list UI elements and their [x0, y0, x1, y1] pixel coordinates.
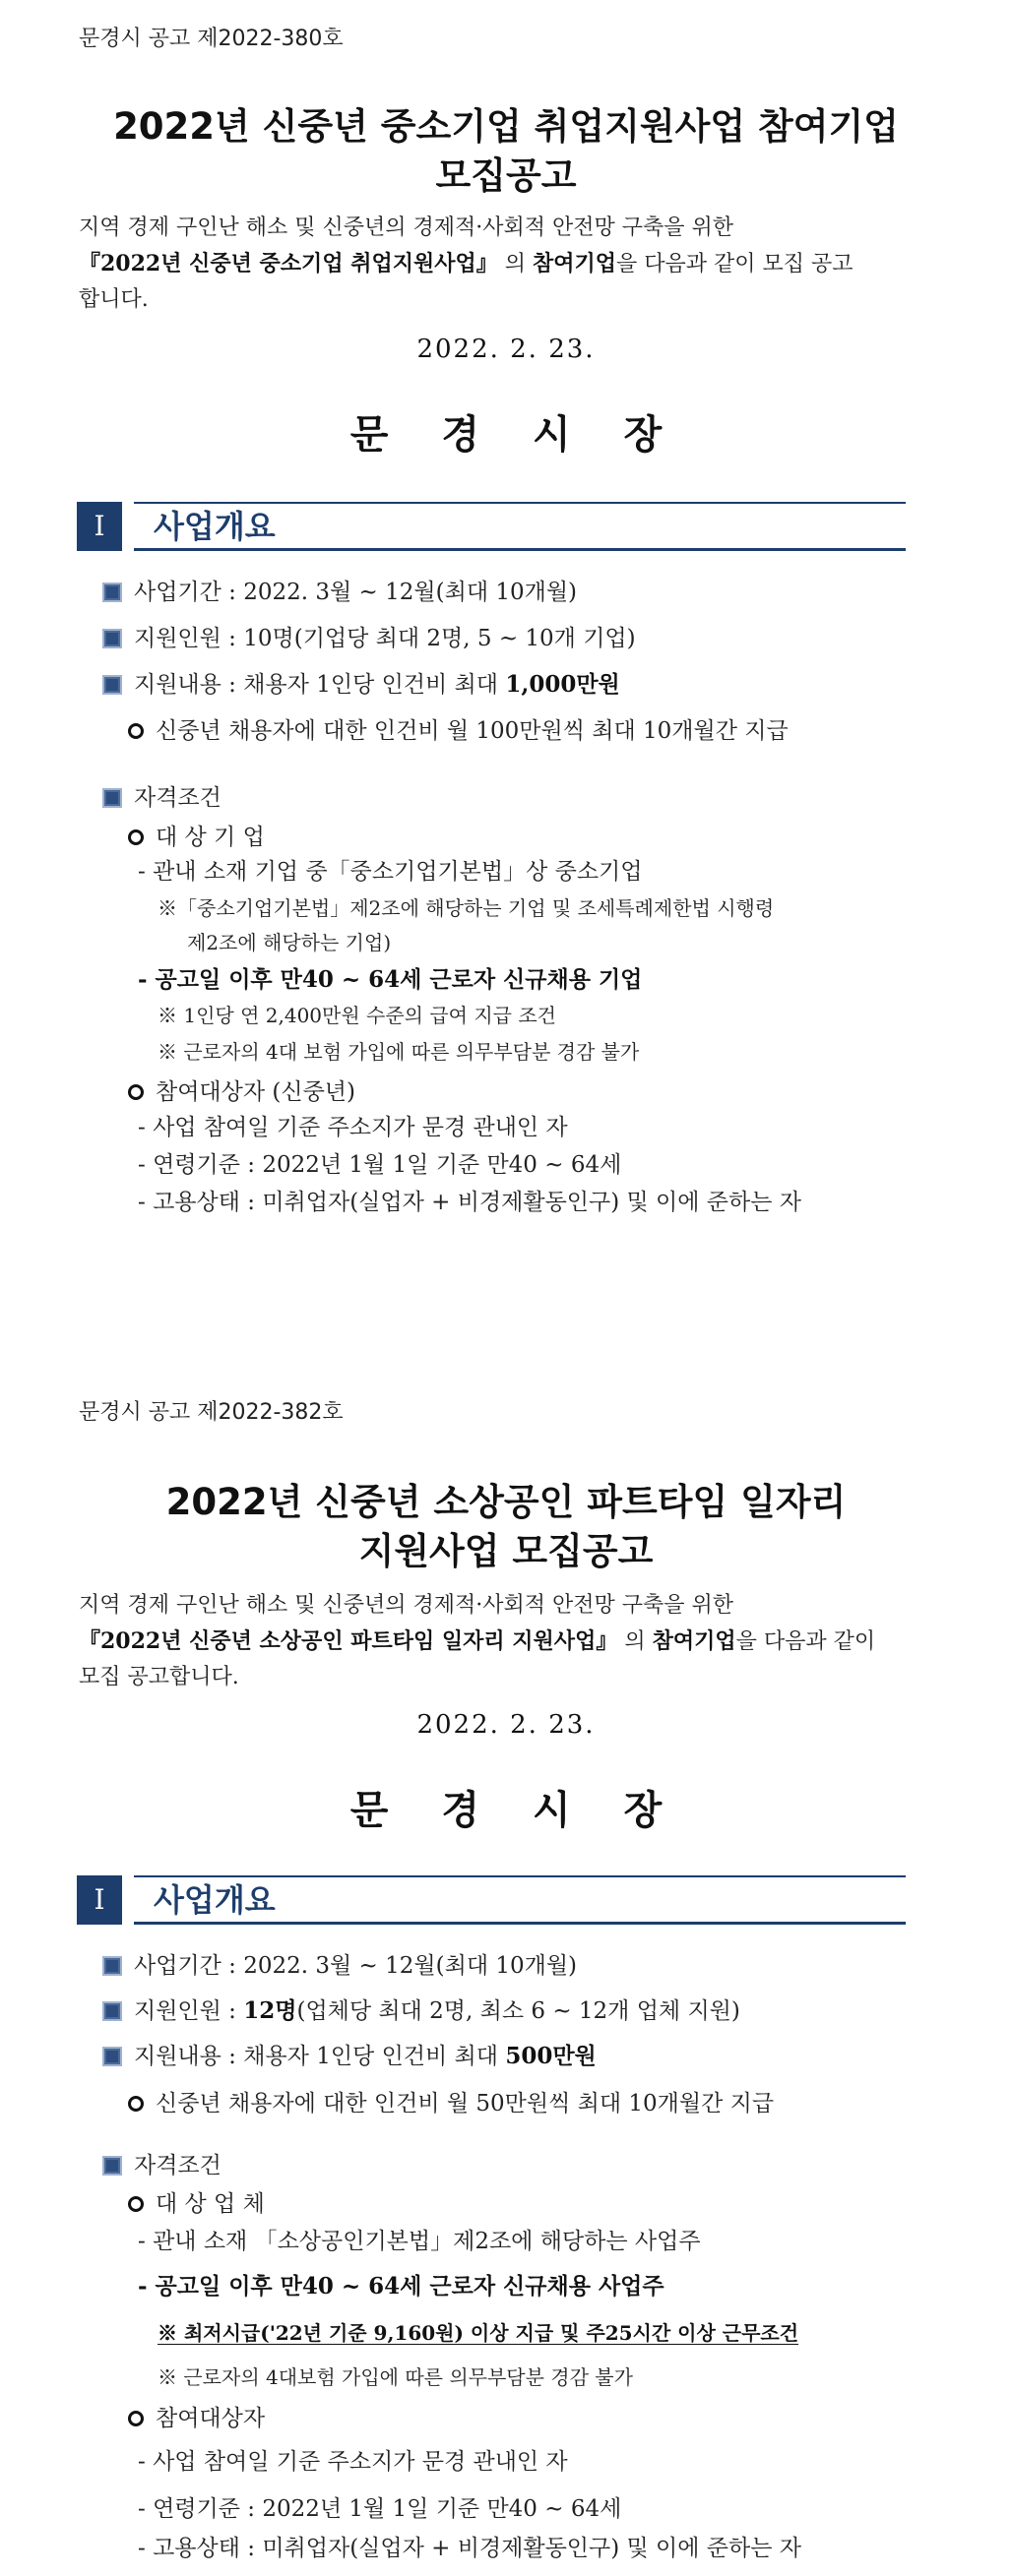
mayor-signature: 문경시장 — [349, 1787, 716, 1833]
item-participant: 참여대상자 — [128, 2403, 265, 2434]
section-title: 사업개요 — [154, 508, 276, 545]
notice-date: 2022. 2. 23. — [416, 335, 596, 364]
target-note: 제2조에 해당하는 기업) — [187, 931, 392, 954]
square-bullet-icon — [102, 675, 122, 695]
item-people: 지원인원 : 10명(기업당 최대 2명, 5 ~ 10개 기업) — [102, 623, 636, 654]
participant-condition: - 고용상태 : 미취업자(실업자 + 비경제활동인구) 및 이에 준하는 자 — [138, 2536, 801, 2561]
target-note: ※ 근로자의 4대보험 가입에 따른 의무부담분 경감 불가 — [158, 2365, 633, 2389]
square-bullet-icon — [102, 583, 122, 602]
target-condition-bold: - 공고일 이후 만40 ~ 64세 근로자 신규채용 사업주 — [138, 2273, 664, 2300]
circle-bullet-icon — [128, 723, 144, 739]
target-condition: - 관내 소재 기업 중「중소기업기본법」상 중소기업 — [138, 859, 643, 885]
notice-date: 2022. 2. 23. — [416, 1710, 596, 1740]
program-name: 『2022년 신중년 중소기업 취업지원사업』 — [79, 251, 498, 276]
item-target-company: 대 상 기 업 — [128, 822, 265, 853]
mayor-signature: 문경시장 — [349, 411, 716, 458]
item-target-business: 대 상 업 체 — [128, 2188, 265, 2220]
intro-line: 『2022년 신중년 소상공인 파트타임 일자리 지원사업』 의 참여기업을 다음과 같이 — [79, 1628, 876, 1654]
item-content-detail: 신중년 채용자에 대한 인건비 월 50만원씩 최대 10개월간 지급 — [128, 2088, 774, 2119]
intro-line: 지역 경제 구인난 해소 및 신중년의 경제적·사회적 안전망 구축을 위한 — [79, 1593, 733, 1618]
notice-title-line: 모집공고 — [435, 154, 577, 197]
intro-paragraph — [79, 211, 935, 318]
support-amount: 500만원 — [505, 2043, 597, 2069]
intro-line: 모집 공고합니다. — [79, 1665, 239, 1689]
square-bullet-icon — [102, 788, 122, 808]
intro-paragraph — [79, 1588, 935, 1695]
intro-line: 지역 경제 구인난 해소 및 신중년의 경제적·사회적 안전망 구축을 위한 — [79, 215, 733, 240]
item-participant: 참여대상자 (신중년) — [128, 1076, 355, 1108]
item-period: 사업기간 : 2022. 3월 ~ 12월(최대 10개월) — [102, 1950, 577, 1982]
circle-bullet-icon — [128, 2096, 144, 2112]
square-bullet-icon — [102, 2047, 122, 2066]
notice-title-line: 2022년 신중년 소상공인 파트타임 일자리 — [165, 1481, 847, 1523]
notice-title — [59, 102, 953, 201]
participant-condition: - 사업 참여일 기준 주소지가 문경 관내인 자 — [138, 1115, 568, 1140]
square-bullet-icon — [102, 1956, 122, 1976]
intro-line: 합니다. — [79, 287, 149, 312]
notice-number: 문경시 공고 제2022-382호 — [79, 1400, 344, 1425]
target-note: ※ 1인당 연 2,400만원 수준의 급여 지급 조건 — [158, 1004, 556, 1027]
participant-company-label: 참여기업 — [533, 251, 617, 276]
target-note-bold: ※ 최저시급('22년 기준 9,160원) 이상 지급 및 주25시간 이상 근무조건 — [158, 2321, 799, 2345]
notice-title-line: 지원사업 모집공고 — [358, 1530, 654, 1572]
section-title: 사업개요 — [154, 1881, 276, 1919]
notice-title — [59, 1478, 953, 1576]
item-content: 지원내용 : 채용자 1인당 인건비 최대 1,000만원 — [102, 669, 620, 701]
circle-bullet-icon — [128, 1084, 144, 1100]
section-header — [77, 1875, 906, 1925]
target-note: ※「중소기업기본법」제2조에 해당하는 기업 및 조세특례제한법 시행령 — [158, 896, 775, 920]
target-condition: - 관내 소재 「소상공인기본법」제2조에 해당하는 사업주 — [138, 2229, 701, 2254]
support-amount: 1,000만원 — [505, 671, 620, 698]
circle-bullet-icon — [128, 2411, 144, 2426]
notice-title-line: 2022년 신중년 중소기업 취업지원사업 참여기업 — [113, 105, 899, 148]
target-condition-bold: - 공고일 이후 만40 ~ 64세 근로자 신규채용 기업 — [138, 966, 643, 993]
participant-condition: - 사업 참여일 기준 주소지가 문경 관내인 자 — [138, 2449, 568, 2475]
square-bullet-icon — [102, 2001, 122, 2021]
item-content: 지원내용 : 채용자 1인당 인건비 최대 500만원 — [102, 2041, 597, 2072]
section-number: Ⅰ — [77, 1875, 122, 1925]
target-note: ※ 근로자의 4대 보험 가입에 따른 의무부담분 경감 불가 — [158, 1040, 640, 1064]
notice-number: 문경시 공고 제2022-380호 — [79, 27, 344, 51]
square-bullet-icon — [102, 629, 122, 648]
item-qualification: 자격조건 — [102, 782, 221, 814]
item-people: 지원인원 : 12명(업체당 최대 2명, 최소 6 ~ 12개 업체 지원) — [102, 1995, 740, 2027]
participant-condition: - 연령기준 : 2022년 1월 1일 기준 만40 ~ 64세 — [138, 2496, 622, 2522]
section-bottom-rule — [134, 548, 906, 551]
item-period: 사업기간 : 2022. 3월 ~ 12월(최대 10개월) — [102, 577, 577, 608]
square-bullet-icon — [102, 2156, 122, 2176]
participant-condition: - 고용상태 : 미취업자(실업자 + 비경제활동인구) 및 이에 준하는 자 — [138, 1190, 801, 1215]
participant-condition: - 연령기준 : 2022년 1월 1일 기준 만40 ~ 64세 — [138, 1152, 622, 1178]
participant-company-label: 참여기업 — [652, 1628, 736, 1654]
item-qualification: 자격조건 — [102, 2150, 221, 2181]
intro-line: 『2022년 신중년 중소기업 취업지원사업』 의 참여기업을 다음과 같이 모집 공고 — [79, 251, 854, 276]
circle-bullet-icon — [128, 829, 144, 845]
section-bottom-rule — [134, 1922, 906, 1925]
circle-bullet-icon — [128, 2196, 144, 2212]
section-number: Ⅰ — [77, 502, 122, 551]
people-count: 12명 — [243, 1997, 297, 2024]
section-header — [77, 502, 906, 551]
item-content-detail: 신중년 채용자에 대한 인건비 월 100만원씩 최대 10개월간 지급 — [128, 715, 789, 747]
program-name: 『2022년 신중년 소상공인 파트타임 일자리 지원사업』 — [79, 1628, 618, 1654]
